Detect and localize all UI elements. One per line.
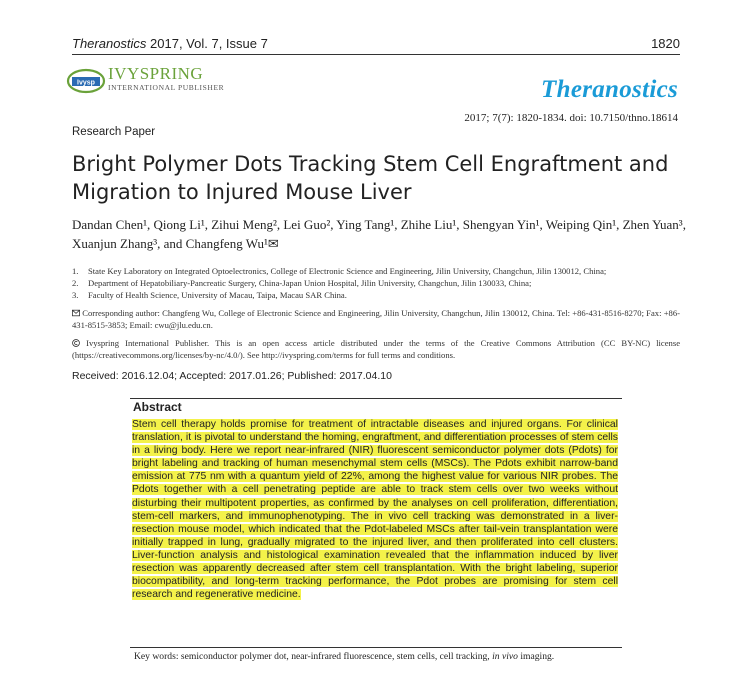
- abstract-highlighted-text: Stem cell therapy holds promise for treatment of intractable diseases and injured organs. For clinical translation, it is pivotal to understand the homing, engraftment, and differentiation processes of stem cells in a living body. Here we report near-infrared (NIR) fluorescent semiconductor polymer dots (Pdots) for bright labeling and tracking of human mesenchymal stem cells (MSCs). The Pdots exhibit narrow-band emission at 775 nm with a quantum yield of 22%, among the highest value for various NIR probes. The Pdots together with a cell penetrating peptide are able to track stem cells over two weeks without disturbing their multipotent properties, as confirmed by the analyses on cell proliferation, differentiation, stem-cell markers, and immunophenotyping. The in vivo cell tracking was demonstrated in a liver-resection mouse model, which indicated that the Pdot-labeled MSCs after tail-vein transplantation were initially trapped in lung, gradually migrated to the injured liver, and then proliferated into cell clusters. Liver-function analysis and histological examination revealed that the inflammation induced by liver resection was apparently decreased after stem cell transplantation. With the bright labeling, superior biocompatibility, and long-term tracking performance, the Pdot probes are promising for stem cell research and regenerative medicine.: [132, 419, 618, 601]
- ivyspring-mark-icon: [66, 66, 106, 96]
- theranostics-logo: Theranostics: [541, 76, 678, 103]
- affiliation-item: [72, 277, 692, 289]
- volume-issue: 2017, Vol. 7, Issue 7: [146, 36, 268, 51]
- abstract-heading: Abstract: [133, 400, 182, 414]
- abstract-paragraph: [132, 418, 618, 601]
- license-notice: [72, 337, 680, 361]
- license-text: Ivyspring International Publisher. This is an open access article distributed under the terms of the Creative Commons Attribution (CC BY-NC) license (https://creativecommons.org/licenses/by-nc/4.0/). See http://ivyspring.com/terms for full terms and conditions.: [72, 338, 681, 360]
- affiliation-number: 2.: [72, 278, 79, 288]
- envelope-icon: [72, 309, 80, 317]
- copyright-icon: [72, 339, 80, 347]
- affiliation-list: [72, 265, 692, 301]
- article-type: Research Paper: [72, 126, 156, 138]
- publication-dates: Received: 2016.12.04; Accepted: 2017.01.26; Published: 2017.04.10: [72, 370, 392, 382]
- article-title: Bright Polymer Dots Tracking Stem Cell Engraftment and Migration to Injured Mouse Liver: [72, 152, 669, 204]
- ivyspring-logo: [66, 64, 226, 98]
- author-list: Dandan Chen¹, Qiong Li¹, Zihui Meng², Lei Guo², Ying Tang¹, Zhihe Liu¹, Shengyan Yin¹, Weiping Qin¹, Zhen Yuan³, Xuanjun Zhang³, and Changfeng Wu¹✉: [72, 217, 686, 251]
- keywords-italic: in vivo: [492, 651, 518, 662]
- affiliation-text: Faculty of Health Science, University of Macau, Taipa, Macau SAR China.: [88, 290, 347, 300]
- journal-name: Theranostics: [72, 36, 147, 51]
- affiliation-number: 3.: [72, 290, 79, 300]
- affiliation-number: 1.: [72, 266, 79, 276]
- affiliation-text: State Key Laboratory on Integrated Optoelectronics, College of Electronic Science and Engineering, Jilin University, Changchun, Jilin 130012, China;: [88, 266, 607, 276]
- publisher-name: IVYSPRING: [108, 64, 204, 83]
- running-header: [72, 36, 680, 55]
- keywords-main: Key words: semiconductor polymer dot, near-infrared fluorescence, stem cells, cell tracking,: [134, 651, 493, 662]
- keywords-end: imaging.: [517, 651, 555, 662]
- page-number: 1820: [651, 36, 680, 51]
- corresponding-author: [72, 307, 680, 331]
- corresponding-author-text: Corresponding author: Changfeng Wu, College of Electronic Science and Engineering, Jilin University, Changchun, Jilin 130012, China. Tel: +86-431-8516-8270; Fax: +86-431-8515-3853; Email: cwu@jlu.edu.cn.: [72, 308, 680, 330]
- journal-volume-line: [72, 36, 268, 51]
- ivyspring-mark-text: Ivysp: [77, 79, 95, 87]
- affiliation-item: [72, 289, 692, 301]
- affiliation-text: Department of Hepatobiliary-Pancreatic Surgery, China-Japan Union Hospital, Jilin University, Changchun, Jilin 130033, China;: [88, 278, 532, 288]
- citation-doi: 2017; 7(7): 1820-1834. doi: 10.7150/thno.18614: [464, 112, 678, 124]
- abstract-box: [130, 398, 622, 648]
- affiliation-item: [72, 265, 692, 277]
- publisher-subtitle: INTERNATIONAL PUBLISHER: [108, 83, 225, 92]
- keywords: [134, 651, 620, 662]
